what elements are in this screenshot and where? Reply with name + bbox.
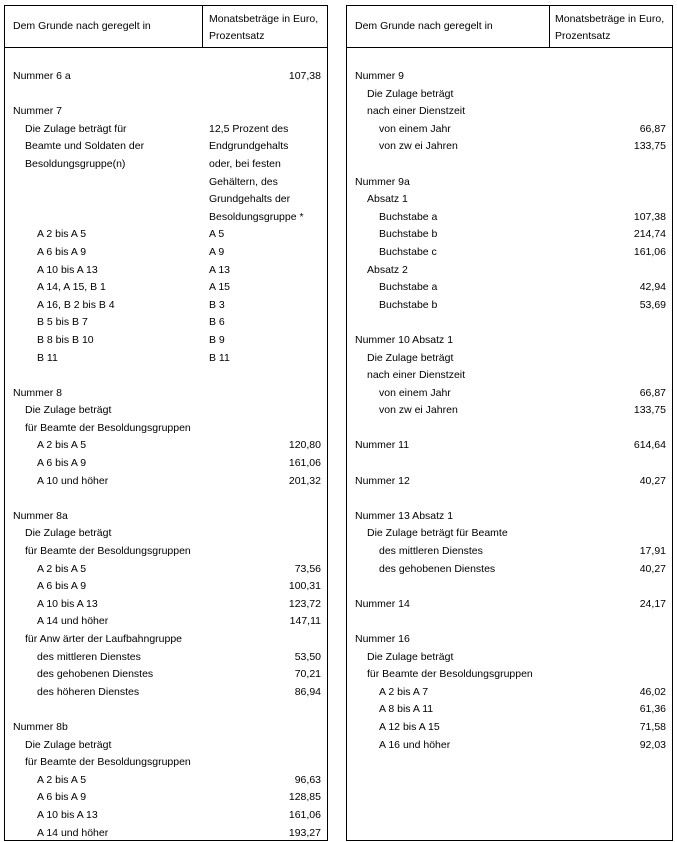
row-amount: 133,75	[633, 404, 666, 417]
table-row	[347, 649, 672, 667]
spacer-row	[347, 420, 672, 438]
table-row	[5, 385, 327, 403]
table-row	[5, 596, 327, 614]
row-amount: 61,36	[639, 703, 666, 716]
row-label: A 14 und höher	[37, 615, 109, 628]
table-row	[5, 649, 327, 667]
row-label: A 2 bis A 7	[379, 685, 429, 698]
table-row	[347, 561, 672, 579]
row-label: des gehobenen Dienstes	[379, 562, 496, 575]
spacer-row	[5, 701, 327, 719]
row-label: A 2 bis A 5	[37, 562, 87, 575]
row-label: Nummer 8b	[13, 720, 68, 733]
table-row	[5, 825, 327, 842]
row-label: Die Zulage beträgt	[367, 650, 454, 663]
spacer-row	[347, 578, 672, 596]
column-divider	[549, 6, 550, 47]
table-row	[347, 174, 672, 192]
table-row	[347, 402, 672, 420]
row-amount: 40,27	[639, 562, 666, 575]
table-row	[5, 156, 327, 174]
table-row	[5, 314, 327, 332]
row-amount: 100,31	[288, 580, 321, 593]
row-label: des mittleren Dienstes	[37, 650, 141, 663]
table-row	[347, 209, 672, 227]
table-row	[5, 138, 327, 156]
row-label: Buchstabe a	[379, 281, 438, 294]
row-label: Die Zulage beträgt	[367, 87, 454, 100]
table-row	[5, 226, 327, 244]
row-amount: 42,94	[639, 281, 666, 294]
row-amount: 214,74	[633, 228, 666, 241]
row-label: Absatz 2	[367, 263, 408, 276]
row-label: Nummer 8a	[13, 509, 68, 522]
spacer-row	[5, 86, 327, 104]
row-amount: 96,63	[294, 773, 321, 786]
table-row	[5, 121, 327, 139]
row-amount: 133,75	[633, 140, 666, 153]
row-label: von einem Jahr	[379, 386, 451, 399]
row-label: Die Zulage beträgt	[367, 351, 454, 364]
row-amount: 70,21	[294, 668, 321, 681]
row-label: B 8 bis B 10	[37, 333, 94, 346]
row-percentage-text: B 3	[209, 298, 225, 311]
table-row	[5, 402, 327, 420]
table-row	[5, 209, 327, 227]
row-label: A 10 bis A 13	[37, 597, 98, 610]
row-label: Nummer 14	[355, 597, 410, 610]
table-row	[347, 525, 672, 543]
row-amount: 201,32	[288, 474, 321, 487]
row-label: Buchstabe b	[379, 228, 438, 241]
header-col-basis: Dem Grunde nach geregelt in	[355, 20, 493, 32]
table-row	[347, 138, 672, 156]
row-percentage-text: B 11	[209, 351, 230, 364]
table-row	[5, 666, 327, 684]
row-label: Besoldungsgruppe(n)	[25, 157, 126, 170]
table-row	[5, 297, 327, 315]
row-percentage-text: A 9	[209, 245, 225, 258]
table-row	[347, 297, 672, 315]
row-label: A 2 bis A 5	[37, 228, 87, 241]
row-label: Nummer 9a	[355, 175, 410, 188]
header-col-basis: Dem Grunde nach geregelt in	[13, 20, 151, 32]
table-row	[5, 578, 327, 596]
row-label: von zw ei Jahren	[379, 404, 458, 417]
spacer-row	[347, 613, 672, 631]
table-row	[5, 754, 327, 772]
table-row	[5, 807, 327, 825]
row-amount: 24,17	[639, 597, 666, 610]
row-label: A 2 bis A 5	[37, 439, 87, 452]
allowance-table-right	[346, 5, 673, 841]
row-label: A 14, A 15, B 1	[37, 281, 106, 294]
row-label: des höheren Dienstes	[37, 685, 140, 698]
row-label: A 12 bis A 15	[379, 720, 440, 733]
row-percentage-text: oder, bei festen	[209, 157, 281, 170]
row-label: Nummer 13 Absatz 1	[355, 509, 454, 522]
row-percentage-text: A 5	[209, 228, 225, 241]
column-divider	[202, 6, 203, 47]
row-label: A 2 bis A 5	[37, 773, 87, 786]
row-amount: 73,56	[294, 562, 321, 575]
row-percentage-text: B 9	[209, 333, 225, 346]
row-amount: 92,03	[639, 738, 666, 751]
table-row	[5, 103, 327, 121]
header-col-amount: Monatsbeträge in Euro, Prozentsatz	[209, 13, 319, 42]
row-percentage-text: Grundgehalts der	[209, 193, 291, 206]
row-amount: 193,27	[288, 826, 321, 839]
row-amount: 53,69	[639, 298, 666, 311]
row-label: des gehobenen Dienstes	[37, 668, 154, 681]
row-label: nach einer Dienstzeit	[367, 369, 466, 382]
table-row	[5, 191, 327, 209]
row-label: Absatz 1	[367, 193, 408, 206]
table-row	[5, 719, 327, 737]
table-row	[347, 332, 672, 350]
row-label: Nummer 16	[355, 633, 410, 645]
header-col-amount: Monatsbeträge in Euro, Prozentsatz	[555, 13, 665, 42]
row-label: Nummer 10 Absatz 1	[355, 333, 454, 346]
row-label: nach einer Dienstzeit	[367, 105, 466, 118]
row-label: Die Zulage beträgt	[25, 404, 112, 417]
row-amount: 107,38	[633, 210, 666, 223]
table-row	[5, 631, 327, 649]
row-label: von zw ei Jahren	[379, 140, 458, 153]
row-label: Nummer 7	[13, 105, 63, 118]
row-label: A 6 bis A 9	[37, 457, 87, 470]
row-label: Nummer 6 a	[13, 70, 71, 82]
allowance-table-left	[4, 5, 328, 841]
row-amount: 71,58	[639, 720, 666, 733]
table-row	[5, 772, 327, 790]
table-row	[347, 508, 672, 526]
row-label: Nummer 8	[13, 386, 63, 399]
row-label: A 6 bis A 9	[37, 791, 87, 804]
table-row	[347, 385, 672, 403]
row-label: für Beamte der Besoldungsgruppen	[25, 545, 191, 558]
table-row	[5, 525, 327, 543]
spacer-row	[5, 367, 327, 385]
table-row	[347, 350, 672, 368]
table-row	[5, 174, 327, 192]
table-row	[5, 68, 327, 86]
row-label: Buchstabe b	[379, 298, 438, 311]
spacer-row	[347, 314, 672, 332]
table-body	[5, 48, 327, 842]
table-row	[347, 543, 672, 561]
row-label: B 5 bis B 7	[37, 316, 88, 329]
row-amount: 147,11	[289, 615, 321, 628]
row-amount: 17,91	[639, 545, 666, 558]
table-row	[347, 631, 672, 649]
table-header	[347, 6, 672, 48]
row-percentage-text: A 13	[209, 263, 231, 276]
table-row	[347, 244, 672, 262]
table-row	[347, 121, 672, 139]
table-row	[347, 473, 672, 491]
table-row	[347, 666, 672, 684]
row-label: A 14 und höher	[37, 826, 109, 839]
table-row	[5, 789, 327, 807]
row-percentage-text: 12,5 Prozent des	[209, 122, 289, 135]
row-amount: 120,80	[288, 439, 321, 452]
row-amount: 161,06	[633, 245, 666, 258]
table-row	[347, 367, 672, 385]
table-row	[5, 350, 327, 368]
table-row	[5, 543, 327, 561]
table-row	[5, 279, 327, 297]
table-row	[347, 719, 672, 737]
table-row	[347, 68, 672, 86]
table-row	[5, 473, 327, 491]
table-row	[5, 332, 327, 350]
row-label: Die Zulage beträgt für	[25, 122, 127, 135]
row-label: Buchstabe c	[379, 245, 437, 258]
table-row	[5, 561, 327, 579]
table-row	[347, 103, 672, 121]
row-percentage-text: Besoldungsgruppe *	[209, 210, 304, 223]
row-percentage-text: Gehältern, des	[209, 175, 278, 188]
row-amount: 107,38	[288, 70, 321, 82]
table-row	[5, 455, 327, 473]
spacer-row	[347, 455, 672, 473]
spacer-row	[347, 490, 672, 508]
row-amount: 40,27	[639, 474, 666, 487]
row-percentage-text: Endgrundgehalts	[209, 140, 289, 153]
row-label: A 10 bis A 13	[37, 263, 98, 276]
row-amount: 161,06	[288, 808, 321, 821]
table-row	[347, 279, 672, 297]
table-row	[5, 244, 327, 262]
row-amount: 66,87	[639, 386, 666, 399]
row-label: B 11	[37, 351, 58, 364]
table-row	[347, 701, 672, 719]
table-row	[5, 508, 327, 526]
row-label: A 6 bis A 9	[37, 580, 87, 593]
row-percentage-text: A 15	[209, 281, 231, 294]
spacer-row	[5, 490, 327, 508]
table-row	[347, 86, 672, 104]
row-amount: 66,87	[639, 122, 666, 135]
table-row	[347, 596, 672, 614]
row-amount: 161,06	[288, 457, 321, 470]
row-label: Die Zulage beträgt	[25, 738, 112, 751]
row-label: A 8 bis A 11	[379, 703, 434, 716]
row-label: A 16, B 2 bis B 4	[37, 298, 115, 311]
table-row	[347, 191, 672, 209]
row-label: Nummer 9	[355, 70, 405, 82]
row-label: des mittleren Dienstes	[379, 545, 483, 558]
row-label: Buchstabe a	[379, 210, 438, 223]
table-row	[5, 420, 327, 438]
row-amount: 46,02	[639, 685, 666, 698]
row-label: Nummer 12	[355, 474, 410, 487]
table-body	[347, 48, 672, 754]
row-label: Die Zulage beträgt für Beamte	[367, 527, 508, 540]
row-amount: 614,64	[633, 439, 666, 452]
row-amount: 128,85	[288, 791, 321, 804]
row-label: A 16 und höher	[379, 738, 451, 751]
table-row	[347, 226, 672, 244]
row-label: für Anw ärter der Laufbahngruppe	[25, 633, 183, 645]
row-amount: 123,72	[288, 597, 321, 610]
row-amount: 86,94	[294, 685, 321, 698]
row-label: für Beamte der Besoldungsgruppen	[25, 421, 191, 434]
row-label: von einem Jahr	[379, 122, 451, 135]
row-label: A 10 bis A 13	[37, 808, 98, 821]
table-row	[5, 262, 327, 280]
row-label: A 6 bis A 9	[37, 245, 87, 258]
table-row	[347, 737, 672, 755]
spacer-row	[347, 156, 672, 174]
row-label: Nummer 11	[355, 439, 410, 452]
table-row	[5, 613, 327, 631]
table-row	[347, 437, 672, 455]
table-row	[5, 737, 327, 755]
row-label: Die Zulage beträgt	[25, 527, 112, 540]
table-row	[347, 262, 672, 280]
row-label: A 10 und höher	[37, 474, 109, 487]
table-row	[5, 684, 327, 702]
row-label: Beamte und Soldaten der	[25, 140, 145, 153]
row-amount: 53,50	[294, 650, 321, 663]
table-row	[347, 684, 672, 702]
row-label: für Beamte der Besoldungsgruppen	[25, 756, 191, 769]
table-row	[5, 437, 327, 455]
row-label: für Beamte der Besoldungsgruppen	[367, 668, 533, 681]
table-header	[5, 6, 327, 48]
row-percentage-text: B 6	[209, 316, 225, 329]
